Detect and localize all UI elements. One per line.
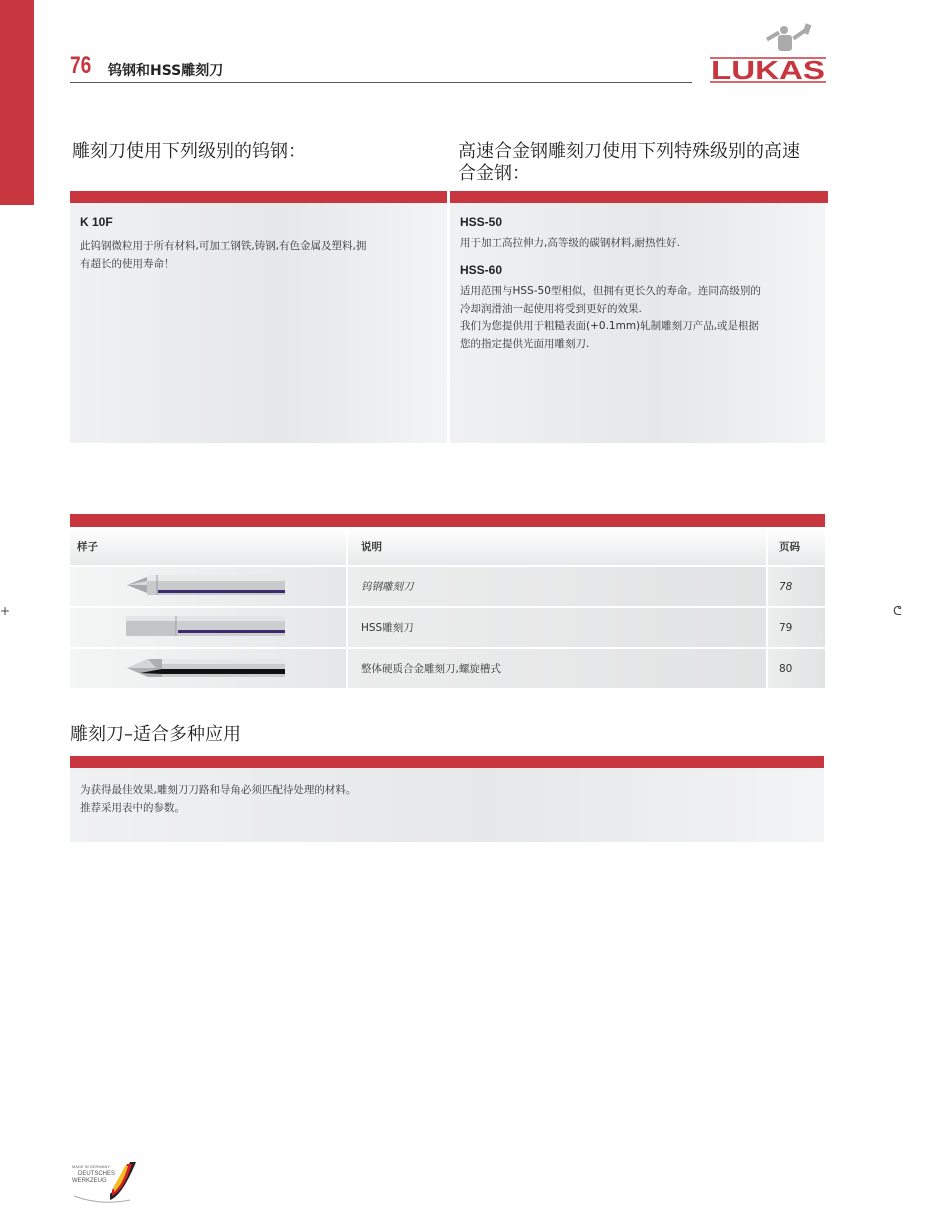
carbide-heading: 雕刻刀使用下列级别的钨钢： [72, 141, 306, 162]
row-page-number: 78 [766, 565, 825, 606]
table-row [70, 647, 825, 688]
row-page-number: 79 [766, 606, 825, 647]
hss-engraving-tool-image [70, 606, 346, 647]
table-header-row [70, 527, 825, 565]
badge-line: WERKZEUG [72, 1178, 107, 1184]
grade-code: HSS-60 [460, 263, 503, 277]
grade-code: HSS-50 [460, 215, 503, 229]
badge-line: MADE IN GERMANY [72, 1164, 111, 1169]
carbide-panel [70, 203, 447, 443]
overview-table [70, 527, 825, 688]
lukas-logo [708, 22, 828, 86]
registration-mark-right: ᕦ [893, 604, 902, 618]
application-text-line: 为获得最佳效果,雕刻刀刀路和导角必须匹配待处理的材料。 [80, 784, 357, 796]
table-row [70, 606, 825, 647]
page-number: 76 [70, 52, 92, 79]
row-description: 整体硬质合金雕刻刀,螺旋槽式 [346, 647, 766, 688]
grade-text-line: 适用范围与HSS-50型相似，但拥有更长久的寿命。连同高级别的 [460, 285, 761, 297]
carbide-redbar [70, 191, 447, 203]
grade-text-line: 用于加工高拉伸力,高等级的碳钢材料,耐热性好. [460, 237, 681, 249]
application-panel [70, 768, 824, 842]
grade-text-line: 您的指定提供光面用雕刻刀. [460, 338, 590, 350]
column-header-description: 说明 [346, 527, 766, 565]
registration-mark-left: + [0, 604, 11, 618]
row-page-number: 80 [766, 647, 825, 688]
application-redbar [70, 756, 824, 768]
badge-line: DEUTSCHES [78, 1171, 116, 1177]
carbide-engraving-tool-image [70, 565, 346, 606]
row-description: HSS雕刻刀 [346, 606, 766, 647]
chapter-tab [0, 0, 34, 205]
grade-text-line: 此钨钢微粒用于所有材料,可加工钢铁,铸钢,有色金属及塑料,拥 [80, 240, 367, 252]
grade-text-line: 有超长的使用寿命！ [80, 258, 175, 270]
grade-code: K 10F [80, 215, 113, 229]
grade-text-line: 我们为您提供用于粗糙表面(+0.1mm)轧制雕刻刀产品,或是根据 [460, 320, 759, 332]
application-text-line: 推荐采用表中的参数。 [80, 802, 185, 814]
made-in-germany-badge [70, 1156, 145, 1204]
page-title: 钨钢和HSS雕刻刀 [108, 63, 224, 79]
header-rule [70, 82, 692, 83]
hss-redbar [450, 191, 828, 203]
column-header-page: 页码 [766, 527, 825, 565]
column-header-image: 样子 [70, 527, 346, 565]
logo-text: LUKAS [711, 55, 825, 85]
grade-text-line: 冷却润滑油一起使用将受到更好的效果. [460, 303, 642, 315]
hss-heading-line1: 高速合金钢雕刻刀使用下列特殊级别的高速 [458, 141, 800, 162]
table-redbar [70, 514, 825, 527]
row-description: 钨钢雕刻刀 [346, 565, 766, 606]
application-heading: 雕刻刀–适合多种应用 [70, 724, 241, 745]
spiral-carbide-engraving-tool-image [70, 647, 346, 688]
table-row [70, 565, 825, 606]
hss-panel [450, 203, 825, 443]
hss-heading-line2: 合金钢： [458, 163, 530, 184]
